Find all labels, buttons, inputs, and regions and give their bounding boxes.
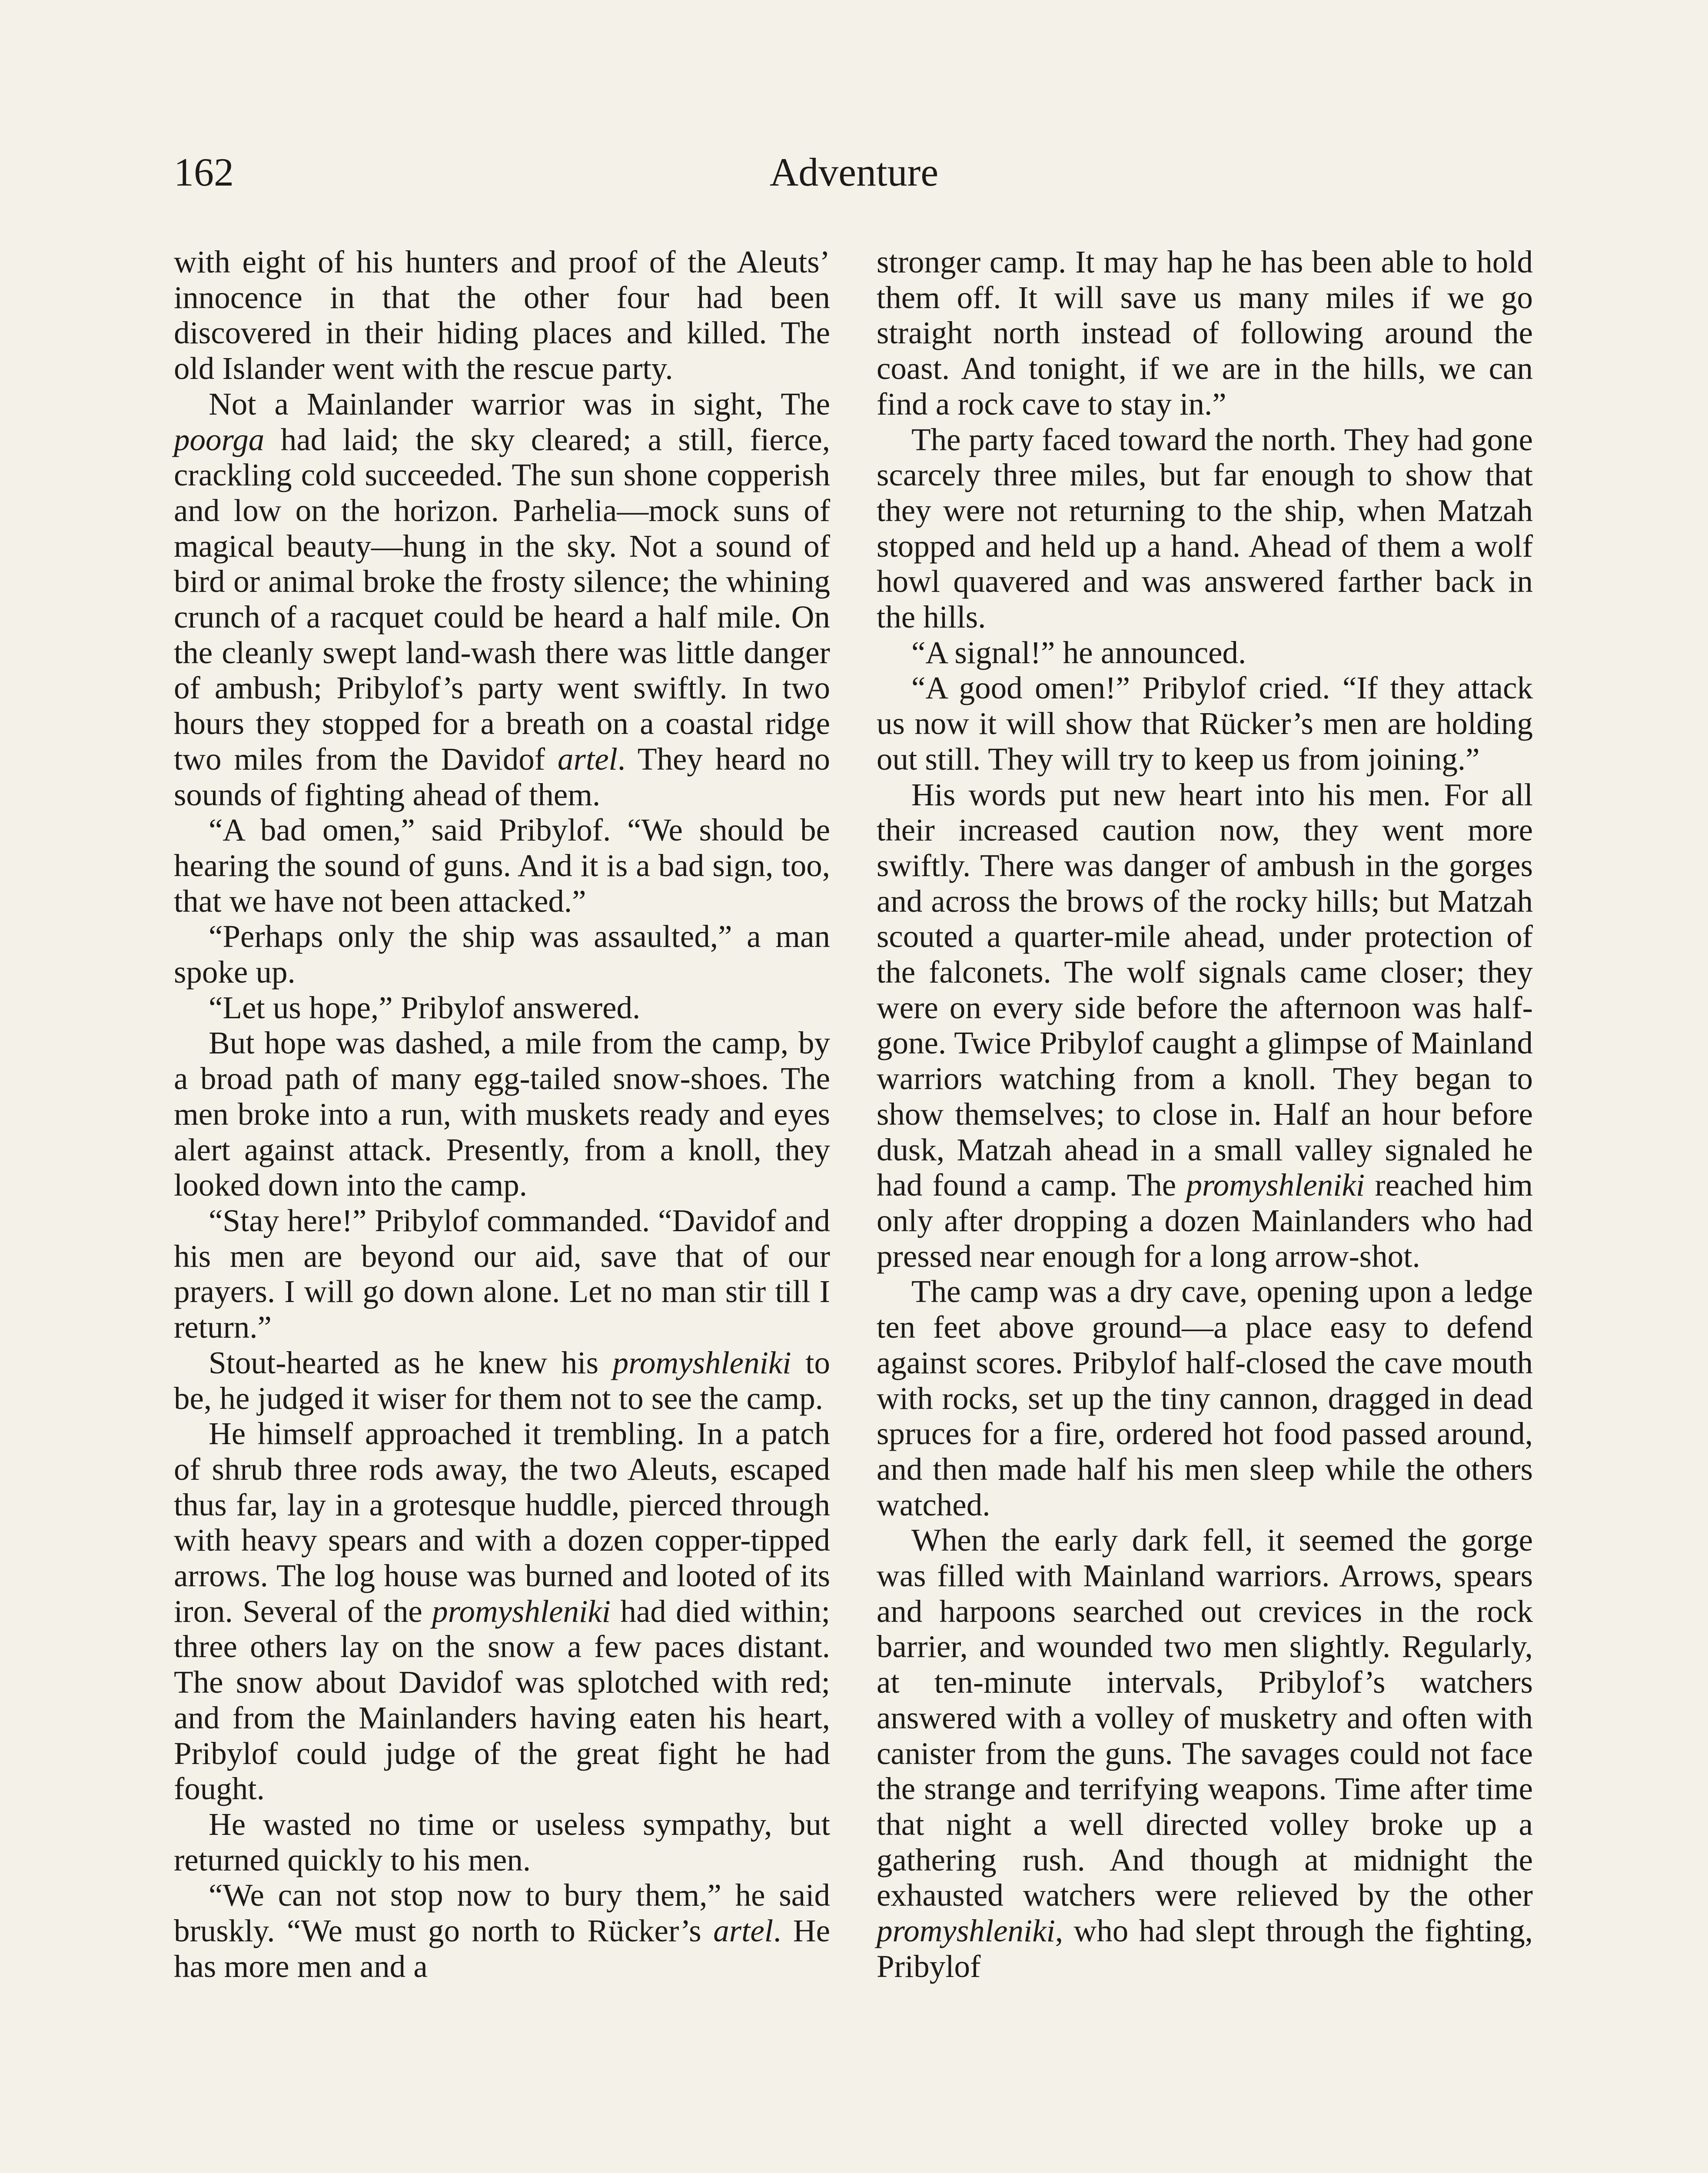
page-number: 162 (174, 150, 234, 194)
running-title: Adventure (769, 150, 939, 194)
paragraph: Stout-hearted as he knew his promyshleniki to be, he judged it wiser for them not to see the camp. (174, 1345, 830, 1416)
right-column (877, 244, 1533, 1984)
paragraph: Not a Mainlander warrior was in sight, The poorga had laid; the sky cleared; a still, fierce, crackling cold succeeded. The sun shone copperish and low on the horizon. Parhelia—mock suns of magical beauty—hung in the sky. Not a sound of bird or animal broke the frosty silence; the whining crunch of a racquet could be heard a half mile. On the cleanly swept land-wash there was little danger of ambush; Pribylof’s party went swiftly. In two hours they stopped for a breath on a coastal ridge two miles from the Davidof artel. They heard no sounds of fighting ahead of them. (174, 386, 830, 812)
left-column (174, 244, 830, 1984)
paragraph: The party faced toward the north. They had gone scarcely three miles, but far enough to show that they were not returning to the ship, when Matzah stopped and held up a hand. Ahead of them a wolf howl quavered and was answered farther back in the hills. (877, 422, 1533, 635)
paragraph: stronger camp. It may hap he has been able to hold them off. It will save us many miles if we go straight north instead of following around the coast. And tonight, if we are in the hills, we can find a rock cave to stay in.” (877, 244, 1533, 422)
paragraph: “We can not stop now to bury them,” he said bruskly. “We must go north to Rücker’s artel. He has more men and a (174, 1877, 830, 1984)
paragraph: “Stay here!” Pribylof commanded. “Davidof and his men are beyond our aid, save that of our prayers. I will go down alone. Let no man stir till I return.” (174, 1203, 830, 1345)
paragraph: “A bad omen,” said Pribylof. “We should be hearing the sound of guns. And it is a bad sign, too, that we have not been attacked.” (174, 812, 830, 919)
paragraph: When the early dark fell, it seemed the gorge was filled with Mainland warriors. Arrows, spears and harpoons searched out crevices in the rock barrier, and wounded two men slightly. Regularly, at ten-minute intervals, Pribylof’s watchers answered with a volley of musketry and often with canister from the guns. The savages could not face the strange and terrifying weapons. Time after time that night a well directed volley broke up a gathering rush. And though at midnight the exhausted watchers were relieved by the other promyshleniki, who had slept through the fighting, Pribylof (877, 1522, 1533, 1984)
paragraph: “Perhaps only the ship was assaulted,” a man spoke up. (174, 919, 830, 990)
paragraph: But hope was dashed, a mile from the camp, by a broad path of many egg-tailed snow-shoes. The men broke into a run, with muskets ready and eyes alert against attack. Presently, from a knoll, they looked down into the camp. (174, 1025, 830, 1203)
paragraph: The camp was a dry cave, opening upon a ledge ten feet above ground—a place easy to defend against scores. Pribylof half-closed the cave mouth with rocks, set up the tiny cannon, dragged in dead spruces for a fire, ordered hot food passed around, and then made half his men sleep while the others watched. (877, 1274, 1533, 1522)
paragraph: with eight of his hunters and proof of the Aleuts’ innocence in that the other four had been discovered in their hiding places and killed. The old Islander went with the rescue party. (174, 244, 830, 386)
paragraph: He wasted no time or useless sympathy, but returned quickly to his men. (174, 1806, 830, 1877)
paragraph: He himself approached it trembling. In a patch of shrub three rods away, the two Aleuts, escaped thus far, lay in a grotesque huddle, pierced through with heavy spears and with a dozen copper-tipped arrows. The log house was burned and looted of its iron. Several of the promyshleniki had died within; three others lay on the snow a few paces distant. The snow about Davidof was splotched with red; and from the Mainlanders having eaten his heart, Pribylof could judge of the great fight he had fought. (174, 1416, 830, 1807)
paragraph: His words put new heart into his men. For all their increased caution now, they went more swiftly. There was danger of ambush in the gorges and across the brows of the rocky hills; but Matzah scouted a quarter-mile ahead, under protection of the falconets. The wolf signals came closer; they were on every side before the afternoon was half-gone. Twice Pribylof caught a glimpse of Mainland warriors watching from a knoll. They began to show themselves; to close in. Half an hour before dusk, Matzah ahead in a small valley signaled he had found a camp. The promyshleniki reached him only after dropping a dozen Mainlanders who had pressed near enough for a long arrow-shot. (877, 777, 1533, 1274)
paragraph: “Let us hope,” Pribylof answered. (209, 990, 641, 1025)
paragraph: “A signal!” he announced. (911, 635, 1246, 670)
paragraph: “A good omen!” Pribylof cried. “If they attack us now it will show that Rücker’s men are holding out still. They will try to keep us from joining.” (877, 670, 1533, 777)
